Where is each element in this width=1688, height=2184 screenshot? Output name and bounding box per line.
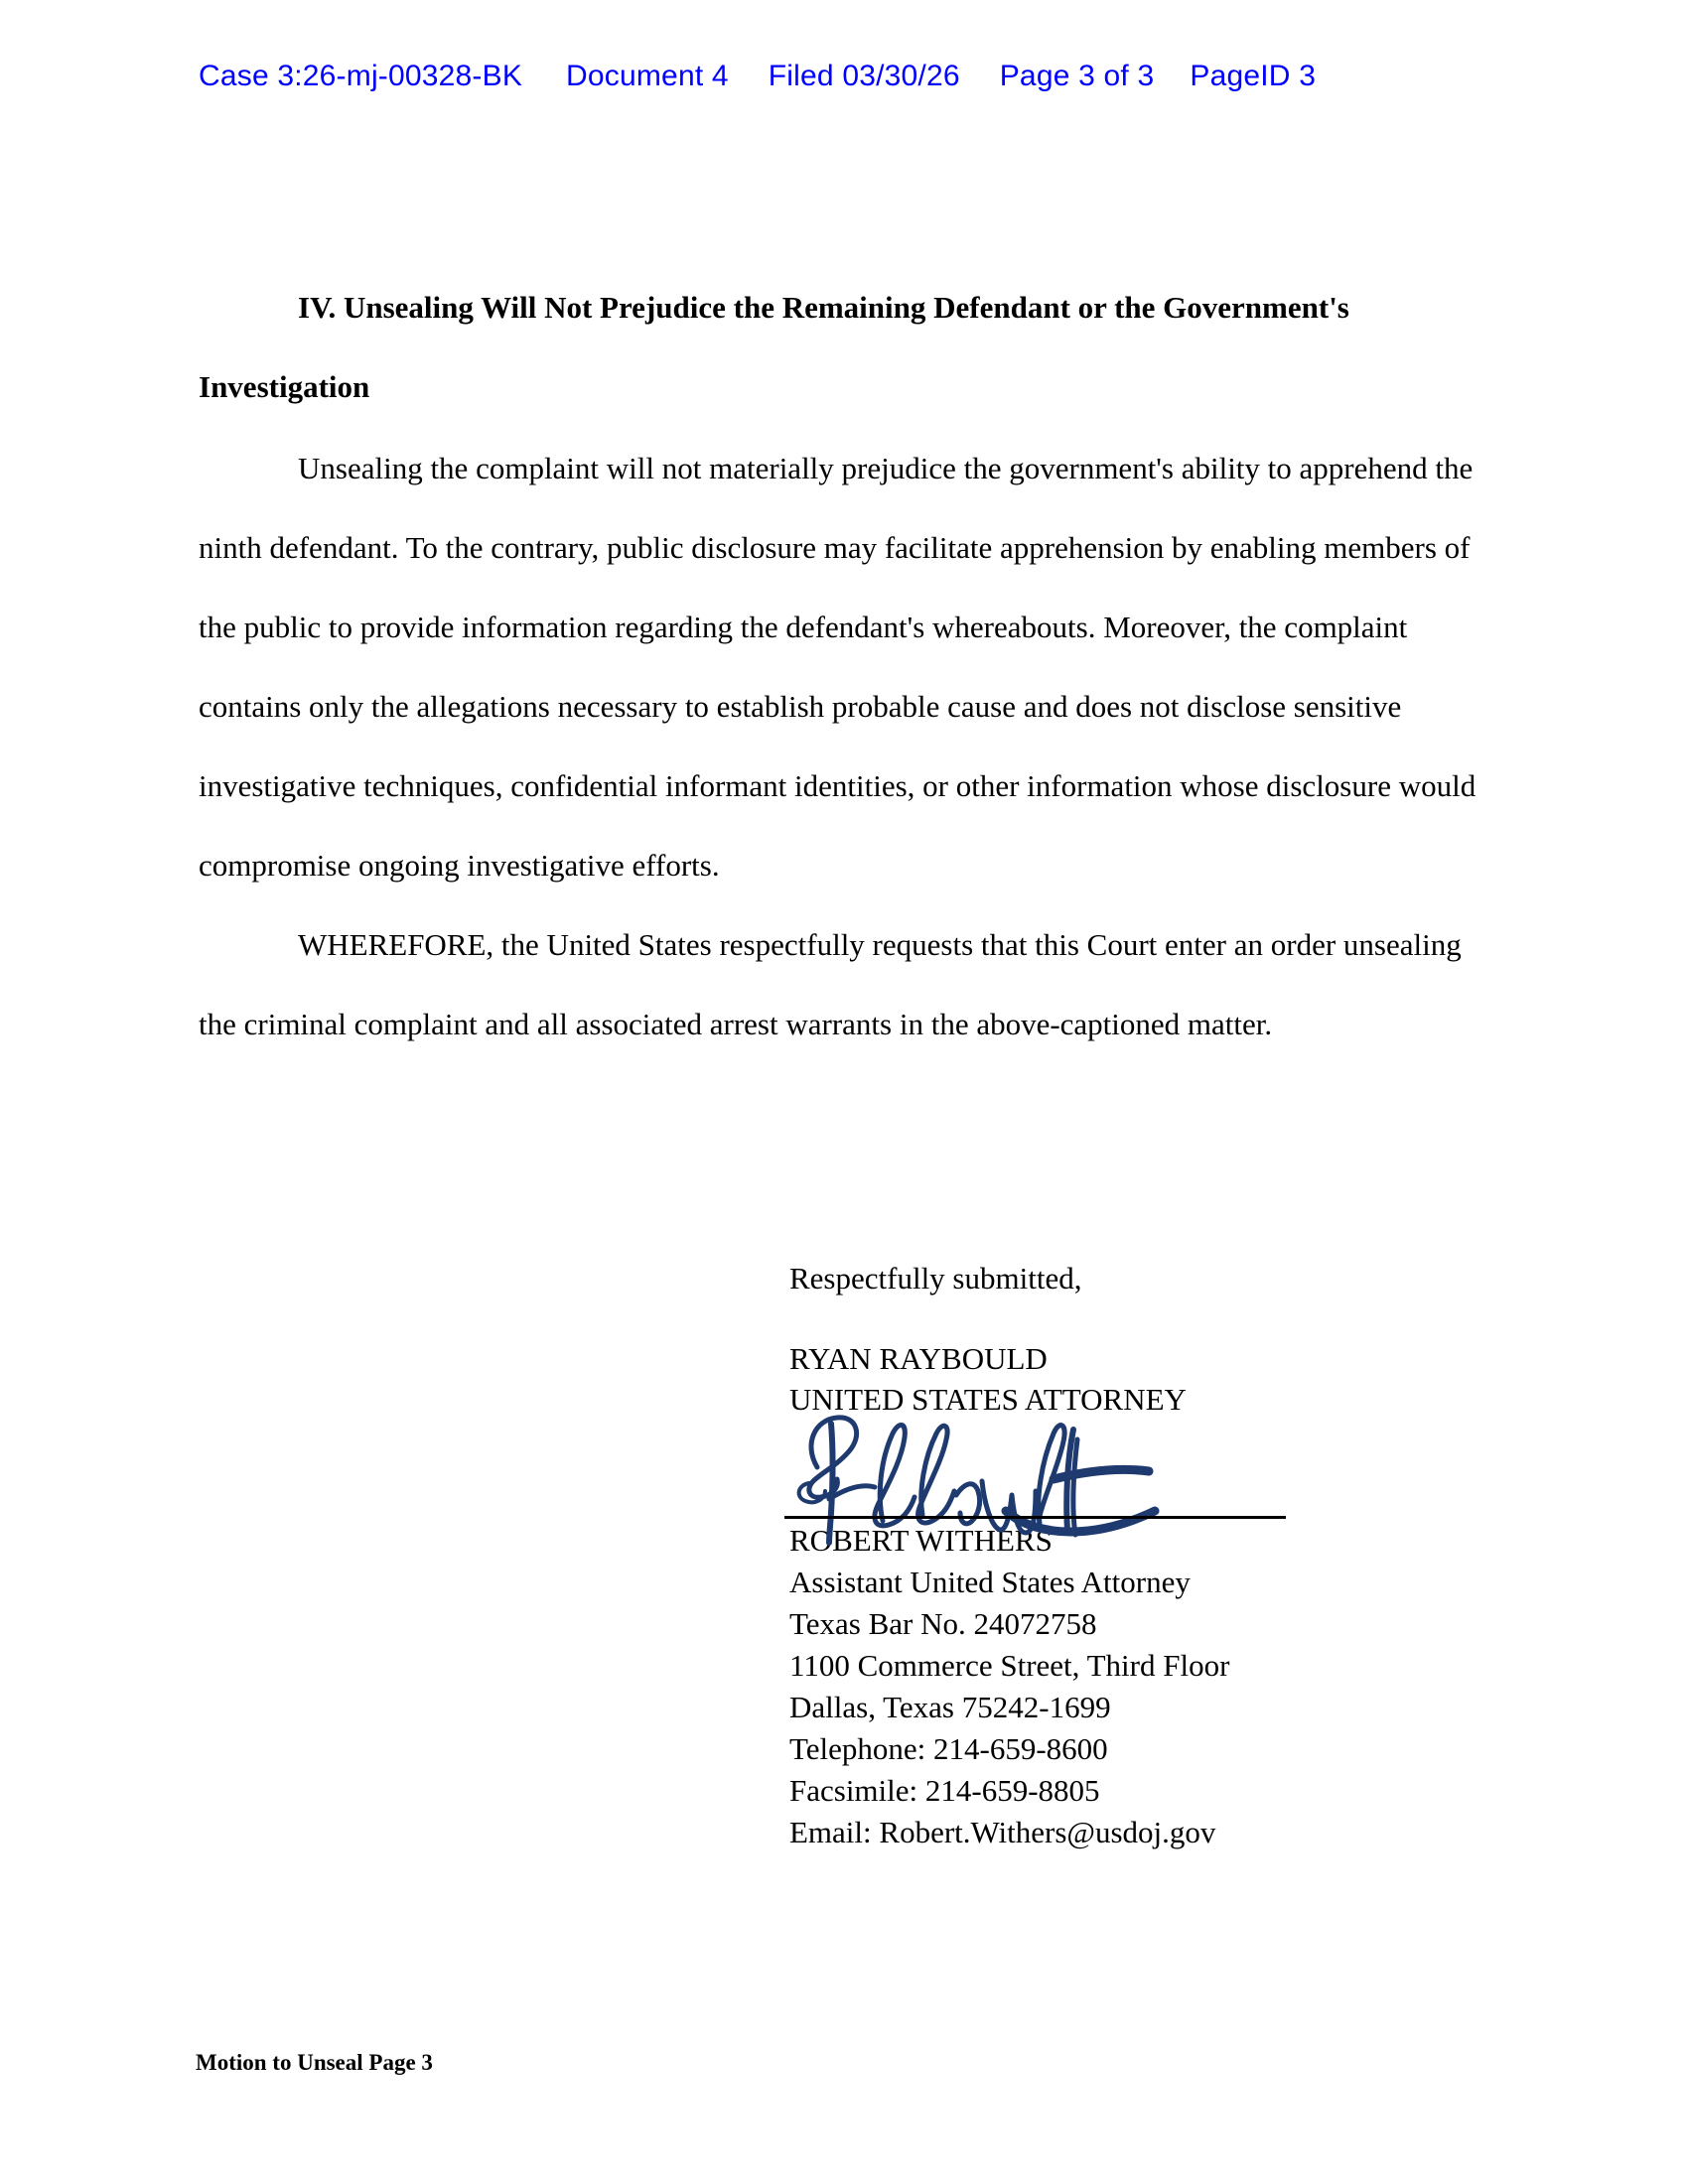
signature-line [784,1516,1286,1519]
body-paragraph: Unsealing the complaint will not materially prejudice the government's ability to apprehend the ninth defendant. To the contrary, public disclosure may facilitate apprehension by enabling members of the public to provide information regarding the defendant's whereabouts. Moreover, the complaint contains only the allegations necessary to establish probable cause and does not disclose sensitive investigative techniques, confidential informant identities, or other information whose disclosure would compromise ongoing investigative efforts. [199,451,1477,883]
bar-number: Texas Bar No. 24072758 [789,1606,1097,1641]
body-paragraph: WHEREFORE, the United States respectfully requests that this Court enter an order unsealing the criminal complaint and all associated arrest warrants in the above-captioned matter. [199,927,1462,1041]
ecf-document-number: Document 4 [566,60,729,92]
ecf-header-stamp [199,60,1489,93]
signature-area [789,1420,1484,1519]
email-line: Email: Robert.Withers@usdoj.gov [789,1815,1216,1849]
us-attorney-title: UNITED STATES ATTORNEY [789,1382,1187,1417]
telephone-line: Telephone: 214-659-8600 [789,1731,1108,1766]
ecf-filed-date: Filed 03/30/26 [768,60,960,92]
facsimile-line: Facsimile: 214-659-8805 [789,1773,1100,1808]
ecf-page-id: PageID 3 [1190,60,1317,92]
signer-name: ROBERT WITHERS [789,1523,1053,1558]
document-body [199,268,1479,1064]
us-attorney-name: RYAN RAYBOULD [789,1341,1048,1376]
closing-salutation: Respectfully submitted, [789,1261,1082,1296]
ecf-case-number: Case 3:26-mj-00328-BK [199,60,523,92]
section-heading: IV. Unsealing Will Not Prejudice the Remaining Defendant or the Government's Investigation [199,290,1349,404]
ecf-page-number: Page 3 of 3 [999,60,1155,92]
signer-title: Assistant United States Attorney [789,1565,1191,1599]
page-footer: Motion to Unseal Page 3 [196,2050,433,2075]
signature-block [789,1259,1484,1852]
address-line-1: 1100 Commerce Street, Third Floor [789,1648,1230,1683]
address-line-2: Dallas, Texas 75242-1699 [789,1690,1111,1724]
